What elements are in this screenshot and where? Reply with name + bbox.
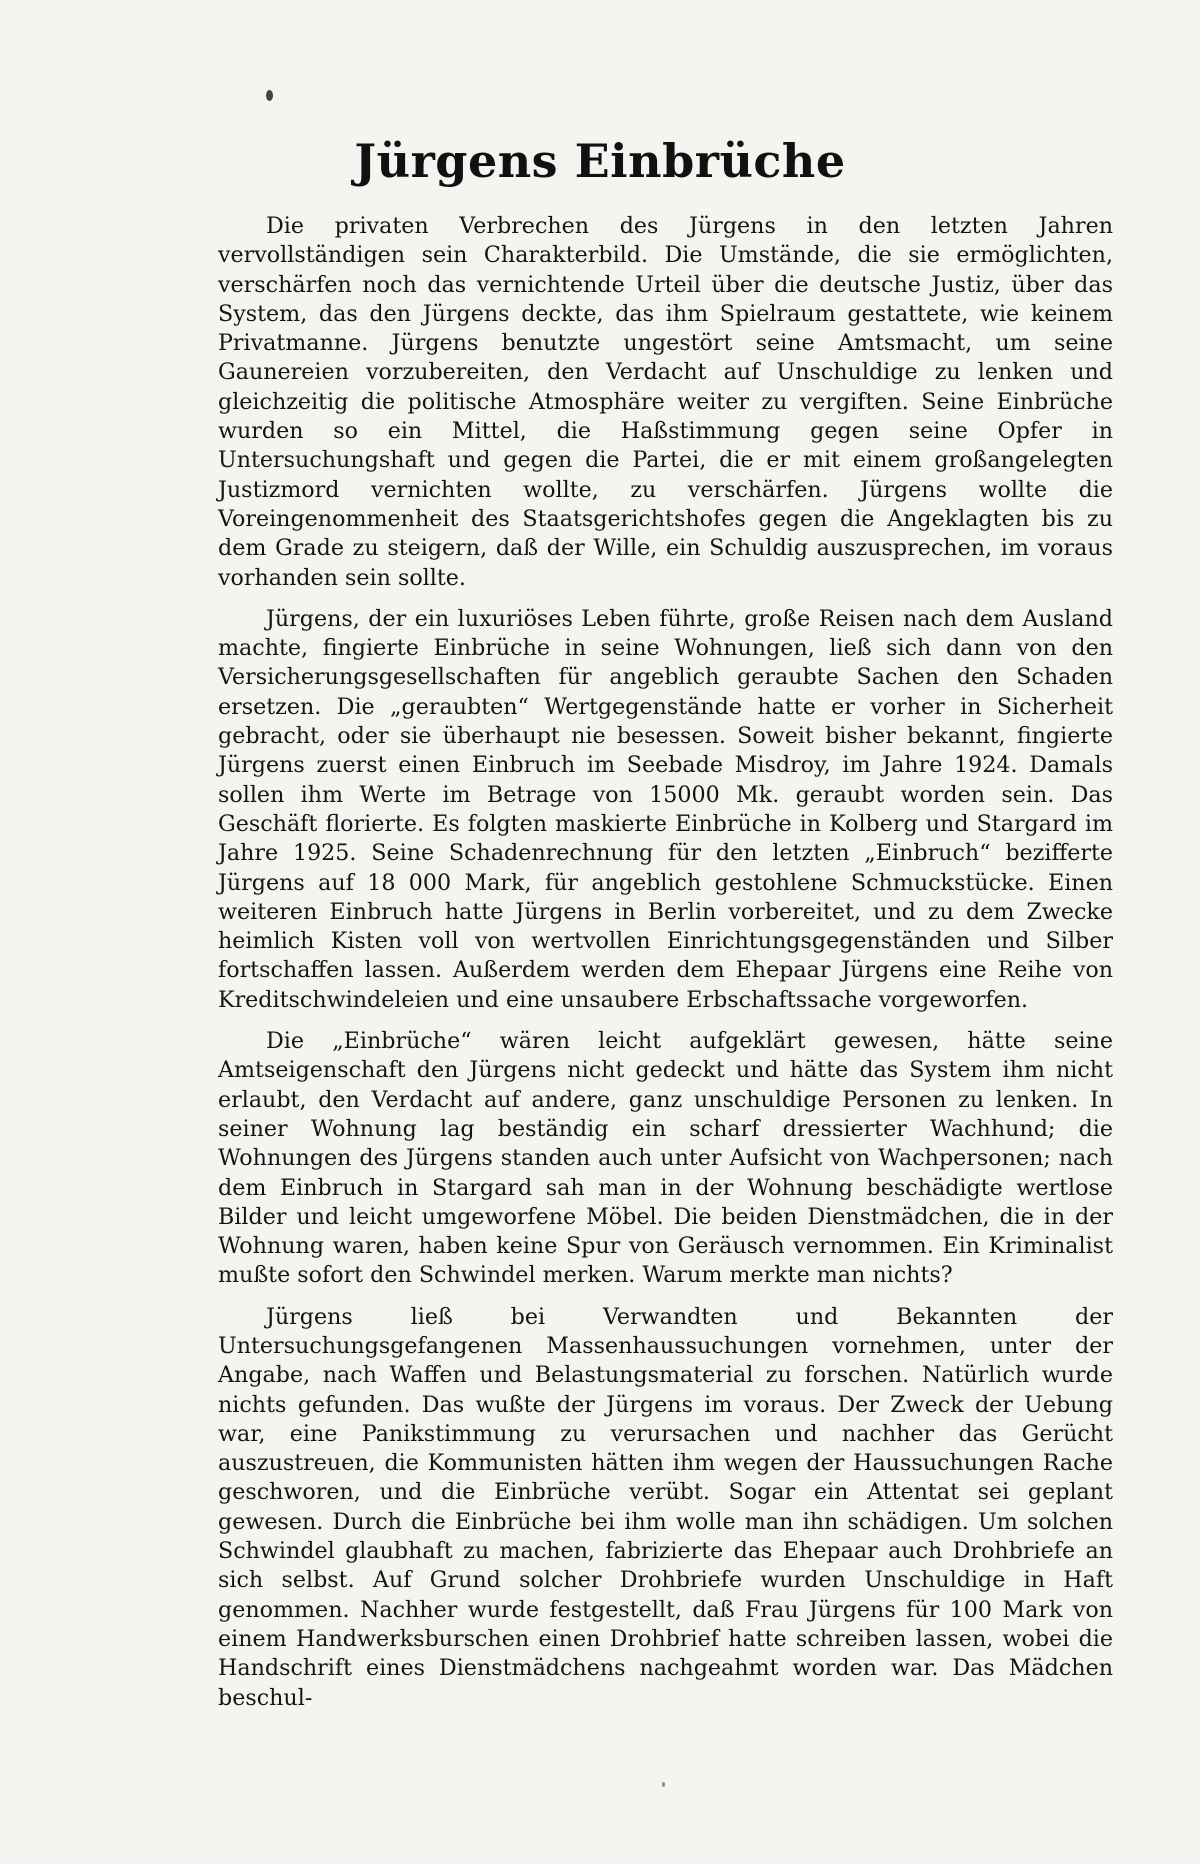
speck: [662, 1782, 665, 1787]
page-title: Jürgens Einbrüche: [354, 134, 846, 188]
paragraph-2: Jürgens, der ein luxuriöses Leben führte, große Reisen nach dem Ausland machte, fingierte Einbrüche in seine Wohnungen, ließ sich dann von den Versicherungsgesellschaften für angeblich geraubte Sachen den Schaden ersetzen. Die „geraubten“ Wertgegenstände hatte er vorher in Sicherheit gebracht, oder sie überhaupt nie besessen. Soweit bisher bekannt, fingierte Jürgens zuerst einen Einbruch im Seebade Misdroy, im Jahre 1924. Damals sollen ihm Werte im Betrage von 15000 Mk. geraubt worden sein. Das Geschäft florierte. Es folgten maskierte Einbrüche in Kolberg und Stargard im Jahre 1925. Seine Schadenrechnung für den letzten „Einbruch“ bezifferte Jürgens auf 18 000 Mark, für angeblich gestohlene Schmuckstücke. Einen weiteren Einbruch hatte Jürgens in Berlin vorbereitet, und zu dem Zwecke heimlich Kisten voll von wertvollen Einrichtungsgegenständen und Silber fortschaffen lassen. Außerdem werden dem Ehepaar Jürgens eine Reihe von Kreditschwindeleien und eine unsaubere Erbschaftssache vorgeworfen.: [218, 605, 1113, 1013]
paragraph-1: Die privaten Verbrechen des Jürgens in den letzten Jahren vervollständigen sein Charakterbild. Die Umstände, die sie ermöglichten, verschärfen noch das vernichtende Urteil über die deutsche Justiz, über das System, das den Jürgens deckte, das ihm Spielraum gestattete, wie keinem Privatmanne. Jürgens benutzte ungestört seine Amtsmacht, um seine Gaunereien vorzubereiten, den Verdacht auf Unschuldige zu lenken und gleichzeitig die politische Atmosphäre weiter zu vergiften. Seine Einbrüche wurden so ein Mittel, die Haßstimmung gegen seine Opfer in Untersuchungshaft und gegen die Partei, die er mit einem großangelegten Justizmord vernichten wollte, zu verschärfen. Jürgens wollte die Voreingenommenheit des Staatsgerichtshofes gegen die Angeklagten bis zu dem Grade zu steigern, daß der Wille, ein Schuldig auszusprechen, im voraus vorhanden sein sollte.: [218, 213, 1113, 591]
ink-mark: [266, 90, 273, 101]
paragraph-4: Jürgens ließ bei Verwandten und Bekannten der Untersuchungsgefangenen Massenhaussuchungen vornehmen, unter der Angabe, nach Waffen und Belastungsmaterial zu forschen. Natürlich wurde nichts gefunden. Das wußte der Jürgens im voraus. Der Zweck der Uebung war, eine Panikstimmung zu verursachen und nachher das Gerücht auszustreuen, die Kommunisten hätten ihm wegen der Haussuchungen Rache geschworen, und die Einbrüche verübt. Sogar ein Attentat sei geplant gewesen. Durch die Einbrüche bei ihm wolle man ihn schädigen. Um solchen Schwindel glaubhaft zu machen, fabrizierte das Ehepaar auch Drohbriefe an sich selbst. Auf Grund solcher Drohbriefe wurden Unschuldige in Haft genommen. Nachher wurde festgestellt, daß Frau Jürgens für 100 Mark von einem Handwerksburschen einen Drohbrief hatte schreiben lassen, wobei die Handschrift eines Dienstmädchens nachgeahmt worden war. Das Mädchen beschul-: [218, 1303, 1113, 1711]
article-body: [218, 212, 1113, 1725]
paragraph-3: Die „Einbrüche“ wären leicht aufgeklärt gewesen, hätte seine Amtseigenschaft den Jürgens nicht gedeckt und hätte das System ihm nicht erlaubt, den Verdacht auf andere, ganz unschuldige Personen zu lenken. In seiner Wohnung lag beständig ein scharf dressierter Wachhund; die Wohnungen des Jürgens standen auch unter Aufsicht von Wachpersonen; nach dem Einbruch in Stargard sah man in der Wohnung beschädigte wertlose Bilder und leicht umgeworfene Möbel. Die beiden Dienstmädchen, die in der Wohnung waren, haben keine Spur von Geräusch vernommen. Ein Kriminalist mußte sofort den Schwindel merken. Warum merkte man nichts?: [218, 1028, 1113, 1289]
